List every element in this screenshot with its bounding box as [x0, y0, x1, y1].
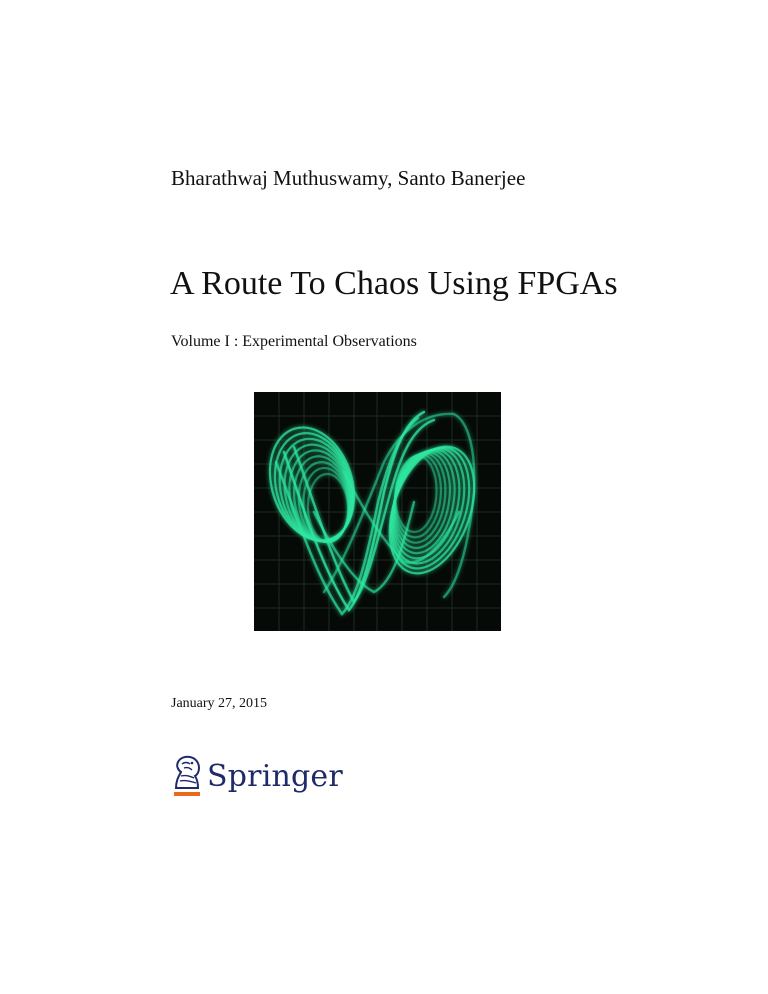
chaotic-attractor-image	[254, 392, 501, 631]
book-subtitle: Volume I : Experimental Observations	[171, 333, 417, 350]
publication-date: January 27, 2015	[171, 696, 268, 711]
publisher-logo	[170, 754, 343, 800]
author-names: Bharathwaj Muthuswamy, Santo Banerjee	[171, 166, 526, 190]
book-title: A Route To Chaos Using FPGAs	[170, 265, 618, 302]
cover-image	[254, 392, 501, 631]
publisher-name: Springer	[207, 759, 343, 794]
springer-horse-icon	[170, 754, 204, 800]
